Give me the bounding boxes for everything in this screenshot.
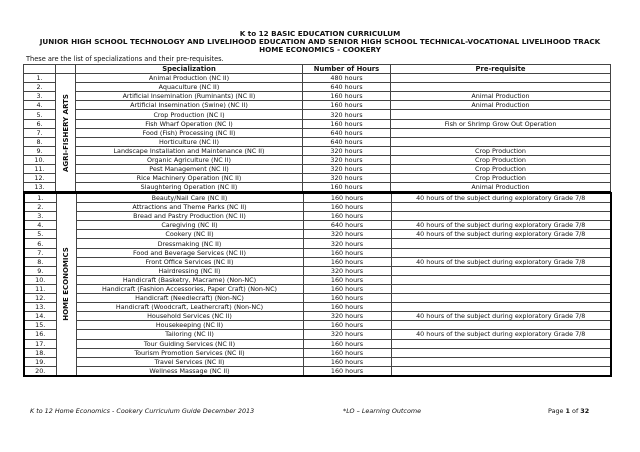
table-row	[24, 239, 611, 248]
hours-cell: 160 hours	[303, 275, 391, 284]
specialization-cell: Animal Production (NC II)	[76, 74, 303, 83]
table-row	[24, 183, 611, 193]
specialization-cell: Artificial Insemination (Ruminants) (NC II)	[76, 92, 303, 101]
row-number: 13.	[24, 303, 56, 312]
table-row	[24, 155, 611, 164]
doc-title: K to 12 BASIC EDUCATION CURRICULUM	[239, 29, 401, 38]
row-number: 3.	[24, 212, 56, 221]
prereq-cell	[391, 284, 611, 293]
row-number: 5.	[24, 230, 56, 239]
prereq-cell: Crop Production	[391, 155, 611, 164]
hours-cell: 320 hours	[303, 266, 391, 275]
specialization-cell: Wellness Massage (NC II)	[76, 366, 303, 376]
hours-cell: 160 hours	[303, 357, 391, 366]
prereq-cell	[391, 203, 611, 212]
row-number: 16.	[24, 330, 56, 339]
table-row	[24, 146, 611, 155]
total-pages: 32	[580, 407, 590, 415]
hours-cell: 160 hours	[303, 193, 391, 203]
row-number: 2.	[24, 83, 56, 92]
row-number: 18.	[24, 348, 56, 357]
hours-cell: 320 hours	[303, 174, 391, 183]
category-cell	[56, 193, 76, 376]
page-label: Page	[548, 407, 564, 415]
hours-cell: 320 hours	[303, 230, 391, 239]
row-number: 12.	[24, 294, 56, 303]
table-row	[24, 284, 611, 293]
specialization-cell: Tourism Promotion Services (NC II)	[76, 348, 303, 357]
table-row	[24, 248, 611, 257]
category-cell	[56, 74, 76, 193]
specialization-cell: Dressmaking (NC II)	[76, 239, 303, 248]
row-number: 8.	[24, 257, 56, 266]
hours-cell: 160 hours	[303, 339, 391, 348]
current-page: 1	[565, 407, 570, 415]
specialization-cell: Beauty/Nail Care (NC II)	[76, 193, 303, 203]
row-number: 6.	[24, 119, 56, 128]
prereq-cell	[391, 74, 611, 83]
doc-subtitle: JUNIOR HIGH SCHOOL TECHNOLOGY AND LIVELIHOOD EDUCATION AND SENIOR HIGH SCHOOL TECHNICAL-VOCATIONAL LIVELIHOOD TRACK	[39, 37, 601, 46]
row-number: 4.	[24, 221, 56, 230]
table-row	[24, 83, 611, 92]
specialization-cell: Travel Services (NC II)	[76, 357, 303, 366]
specialization-cell: Food (Fish) Processing (NC II)	[76, 128, 303, 137]
specialization-cell: Handicraft (Needlecraft) (Non-NC)	[76, 294, 303, 303]
specialization-cell: Fish Wharf Operation (NC I)	[76, 119, 303, 128]
specialization-cell: Hairdressing (NC II)	[76, 266, 303, 275]
row-number: 11.	[24, 165, 56, 174]
table-row	[24, 119, 611, 128]
header-category	[56, 65, 76, 74]
specialization-cell: Tour Guiding Services (NC II)	[76, 339, 303, 348]
hours-cell: 320 hours	[303, 239, 391, 248]
hours-cell: 640 hours	[303, 137, 391, 146]
hours-cell: 160 hours	[303, 294, 391, 303]
prereq-cell	[391, 239, 611, 248]
specialization-cell: Aquaculture (NC II)	[76, 83, 303, 92]
doc-section-title: HOME ECONOMICS - COOKERY	[259, 45, 381, 54]
table-row	[24, 165, 611, 174]
specialization-cell: Household Services (NC II)	[76, 312, 303, 321]
table-row	[24, 312, 611, 321]
header-prereq: Pre-requisite	[391, 65, 611, 74]
hours-cell: 160 hours	[303, 321, 391, 330]
hours-cell: 320 hours	[303, 110, 391, 119]
row-number: 7.	[24, 128, 56, 137]
row-number: 10.	[24, 275, 56, 284]
hours-cell: 160 hours	[303, 203, 391, 212]
specialization-cell: Housekeeping (NC II)	[76, 321, 303, 330]
row-number: 13.	[24, 183, 56, 193]
prereq-cell	[391, 321, 611, 330]
hours-cell: 320 hours	[303, 312, 391, 321]
prereq-cell	[391, 83, 611, 92]
table-row	[24, 174, 611, 183]
table-row	[24, 257, 611, 266]
prereq-cell: 40 hours of the subject during exploratory Grade 7/8	[391, 221, 611, 230]
hours-cell: 320 hours	[303, 165, 391, 174]
specialization-cell: Handicraft (Woodcraft, Leathercraft) (Non-NC)	[76, 303, 303, 312]
intro-text: These are the list of specializations and their pre-requisites.	[26, 55, 224, 63]
category-label: HOME ECONOMICS	[62, 247, 70, 322]
specialization-cell: Pest Management (NC II)	[76, 165, 303, 174]
table-row	[24, 303, 611, 312]
table-row	[24, 330, 611, 339]
prereq-cell: Fish or Shrimp Grow Out Operation	[391, 119, 611, 128]
row-number: 1.	[24, 74, 56, 83]
category-label: AGRI-FISHERY ARTS	[61, 93, 70, 172]
table-row	[24, 137, 611, 146]
prereq-cell	[391, 110, 611, 119]
hours-cell: 160 hours	[303, 366, 391, 376]
row-number: 12.	[24, 174, 56, 183]
prereq-cell: Crop Production	[391, 165, 611, 174]
table-header	[24, 65, 611, 74]
prereq-cell: 40 hours of the subject during exploratory Grade 7/8	[391, 330, 611, 339]
prereq-cell: Animal Production	[391, 92, 611, 101]
specialization-cell: Slaughtering Operation (NC II)	[76, 183, 303, 193]
prereq-cell: Animal Production	[391, 183, 611, 193]
table-row	[24, 339, 611, 348]
table-row	[24, 230, 611, 239]
hours-cell: 640 hours	[303, 128, 391, 137]
hours-cell: 480 hours	[303, 74, 391, 83]
specialization-cell: Horticulture (NC II)	[76, 137, 303, 146]
table-row	[24, 193, 611, 203]
table-row	[24, 348, 611, 357]
specialization-cell: Tailoring (NC II)	[76, 330, 303, 339]
header-hours: Number of Hours	[303, 65, 391, 74]
footer-guide-title: K to 12 Home Economics - Cookery Curriculum Guide December 2013	[30, 407, 255, 415]
row-number: 14.	[24, 312, 56, 321]
prereq-cell	[391, 275, 611, 284]
row-number: 17.	[24, 339, 56, 348]
page-of: of	[572, 407, 579, 415]
prereq-cell	[391, 348, 611, 357]
row-number: 19.	[24, 357, 56, 366]
prereq-cell: 40 hours of the subject during exploratory Grade 7/8	[391, 312, 611, 321]
specialization-cell: Handicraft (Fashion Accessories, Paper Craft) (Non-NC)	[76, 284, 303, 293]
prereq-cell	[391, 357, 611, 366]
row-number: 9.	[24, 266, 56, 275]
prereq-cell	[391, 248, 611, 257]
specialization-cell: Caregiving (NC II)	[76, 221, 303, 230]
specialization-cell: Front Office Services (NC II)	[76, 257, 303, 266]
prereq-cell: Crop Production	[391, 146, 611, 155]
row-number: 10.	[24, 155, 56, 164]
prereq-cell	[391, 137, 611, 146]
specialization-cell: Rice Machinery Operation (NC II)	[76, 174, 303, 183]
table-row	[24, 221, 611, 230]
row-number: 2.	[24, 203, 56, 212]
table-row	[24, 110, 611, 119]
prereq-cell	[391, 212, 611, 221]
footer-note: *LO – Learning Outcome	[343, 407, 422, 415]
hours-cell: 160 hours	[303, 257, 391, 266]
prereq-cell	[391, 294, 611, 303]
specialization-cell: Artificial Insemination (Swine) (NC II)	[76, 101, 303, 110]
hours-cell: 160 hours	[303, 348, 391, 357]
row-number: 9.	[24, 146, 56, 155]
prereq-cell: Animal Production	[391, 101, 611, 110]
page-number	[548, 407, 589, 415]
table-row	[24, 92, 611, 101]
hours-cell: 640 hours	[303, 83, 391, 92]
table-row	[24, 212, 611, 221]
table-row	[24, 321, 611, 330]
hours-cell: 320 hours	[303, 146, 391, 155]
table-row	[24, 101, 611, 110]
hours-cell: 320 hours	[303, 330, 391, 339]
table-row	[24, 74, 611, 83]
specialization-cell: Food and Beverage Services (NC II)	[76, 248, 303, 257]
prereq-cell: 40 hours of the subject during exploratory Grade 7/8	[391, 193, 611, 203]
prereq-cell: 40 hours of the subject during exploratory Grade 7/8	[391, 230, 611, 239]
prereq-cell	[391, 266, 611, 275]
table-row	[24, 357, 611, 366]
hours-cell: 160 hours	[303, 284, 391, 293]
row-number: 1.	[24, 193, 56, 203]
prereq-cell	[391, 339, 611, 348]
specialization-table-home-economics	[23, 192, 612, 377]
header-number	[24, 65, 56, 74]
table-row	[24, 366, 611, 376]
hours-cell: 160 hours	[303, 212, 391, 221]
hours-cell: 160 hours	[303, 303, 391, 312]
hours-cell: 160 hours	[303, 248, 391, 257]
row-number: 7.	[24, 248, 56, 257]
specialization-cell: Bread and Pastry Production (NC II)	[76, 212, 303, 221]
row-number: 20.	[24, 366, 56, 376]
prereq-cell: 40 hours of the subject during exploratory Grade 7/8	[391, 257, 611, 266]
hours-cell: 640 hours	[303, 221, 391, 230]
specialization-cell: Attractions and Theme Parks (NC II)	[76, 203, 303, 212]
table-row	[24, 128, 611, 137]
hours-cell: 160 hours	[303, 92, 391, 101]
specialization-cell: Organic Agriculture (NC II)	[76, 155, 303, 164]
specialization-cell: Landscape Installation and Maintenance (NC II)	[76, 146, 303, 155]
row-number: 8.	[24, 137, 56, 146]
prereq-cell: Crop Production	[391, 174, 611, 183]
row-number: 11.	[24, 284, 56, 293]
prereq-cell	[391, 303, 611, 312]
table-row	[24, 294, 611, 303]
row-number: 6.	[24, 239, 56, 248]
row-number: 15.	[24, 321, 56, 330]
header-specialization: Specialization	[76, 65, 303, 74]
row-number: 5.	[24, 110, 56, 119]
hours-cell: 160 hours	[303, 101, 391, 110]
hours-cell: 160 hours	[303, 119, 391, 128]
table-row	[24, 266, 611, 275]
specialization-cell: Crop Production (NC I)	[76, 110, 303, 119]
prereq-cell	[391, 128, 611, 137]
table-row	[24, 203, 611, 212]
row-number: 4.	[24, 101, 56, 110]
hours-cell: 160 hours	[303, 183, 391, 193]
hours-cell: 320 hours	[303, 155, 391, 164]
table-row	[24, 275, 611, 284]
specialization-table-agri	[23, 64, 611, 193]
row-number: 3.	[24, 92, 56, 101]
specialization-cell: Handicraft (Basketry, Macrame) (Non-NC)	[76, 275, 303, 284]
specialization-cell: Cookery (NC II)	[76, 230, 303, 239]
prereq-cell	[391, 366, 611, 376]
